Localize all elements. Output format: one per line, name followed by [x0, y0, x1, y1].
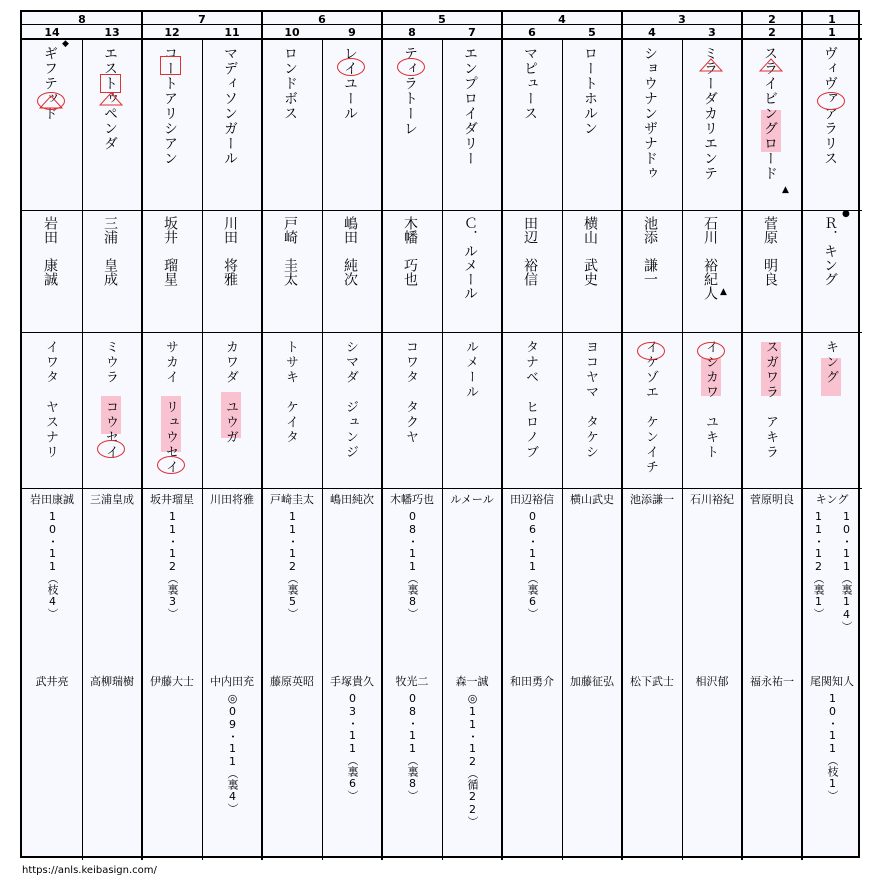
jockey-name[interactable]: 横山 武史 [582, 216, 598, 286]
record-jockey: 菅原明良 [750, 493, 794, 506]
record-trainer: 武井亮 [35, 675, 69, 688]
record-trainer-detail: 10・11（枝1） [826, 692, 839, 801]
circle-mark [817, 92, 845, 110]
record-jockey: 嶋田純次 [330, 493, 374, 506]
horse-name[interactable]: マピュース [522, 46, 538, 121]
waku-label: 2 [768, 13, 776, 26]
horse-name[interactable]: ミラーダカリエンテ [702, 46, 718, 181]
jockey-kana: イワタ ヤスナリ [43, 340, 58, 460]
box-mark [100, 74, 121, 93]
jockey-kana: シマダ ジュンジ [343, 340, 358, 460]
horse-number: 4 [648, 26, 656, 39]
jockey-name[interactable]: 岩田 康誠 [42, 216, 58, 286]
footer-url[interactable]: https://anls.keibasign.com/ [22, 865, 157, 876]
jockey-name[interactable]: 石川 裕紀人 [702, 216, 718, 300]
horse-number: 2 [768, 26, 776, 39]
vline [202, 38, 203, 860]
horse-name[interactable]: スライビングロード [762, 46, 778, 181]
record-trainer-detail: ◎11・12（循22） [466, 692, 479, 827]
waku-label: 6 [318, 13, 326, 26]
record-jockey-detail: 08・11（裏8） [406, 510, 419, 619]
jockey-kana: カワダ ユウガ [223, 340, 238, 445]
jockey-name[interactable]: 戸崎 圭太 [282, 216, 298, 286]
jockey-name[interactable]: 三浦 皇成 [102, 216, 118, 286]
jockey-kana: ミウラ コウセイ [103, 340, 118, 460]
jockey-name[interactable]: 田辺 裕信 [522, 216, 538, 286]
horse-number: 6 [528, 26, 536, 39]
jockey-kana: スガワラ アキラ [763, 340, 778, 460]
jockey-kana: イケゾエ ケンイチ [643, 340, 658, 475]
record-jockey: 田辺裕信 [510, 493, 554, 506]
diamond-marker-icon: ◆ [62, 39, 69, 49]
horse-number: 5 [588, 26, 596, 39]
record-jockey: キング [815, 493, 849, 506]
jockey-kana: サカイ リュウセイ [163, 340, 178, 475]
triangle-mark-icon [99, 92, 123, 106]
horse-name[interactable]: ロンドボス [282, 46, 298, 121]
record-trainer: 加藤征弘 [570, 675, 614, 688]
record-trainer-detail: 08・11（裏8） [406, 692, 419, 801]
jockey-kana: キング [823, 340, 838, 385]
record-trainer-detail: ◎09・11（裏4） [226, 692, 239, 814]
horse-name[interactable]: エンプロイダリー [462, 46, 478, 166]
circle-mark [397, 58, 425, 76]
record-jockey: 坂井瑠星 [150, 493, 194, 506]
jockey-kana: イシカワ ユキト [703, 340, 718, 460]
jockey-name[interactable]: 菅原 明良 [762, 216, 778, 286]
record-trainer: 森一誠 [455, 675, 489, 688]
waku-label: 3 [678, 13, 686, 26]
vline [621, 12, 623, 860]
horse-name[interactable]: レイユール [342, 46, 358, 121]
record-jockey-detail-2: 10・11（裏14） [840, 510, 853, 632]
record-jockey-detail: 11・12（裏3） [166, 510, 179, 619]
record-jockey: 岩田康誠 [30, 493, 74, 506]
record-jockey-detail: 11・12（裏1） [812, 510, 825, 619]
triangle-small-icon: ▲ [720, 287, 727, 297]
waku-label: 7 [198, 13, 206, 26]
record-trainer: 藤原英昭 [270, 675, 314, 688]
horse-name[interactable]: ヴィヴァアラリス [822, 46, 838, 166]
horse-number: 8 [408, 26, 416, 39]
horse-name[interactable]: ギフテッド [42, 46, 58, 121]
jockey-name[interactable]: 池添 謙一 [642, 216, 658, 286]
vline [801, 12, 803, 860]
record-jockey: ルメール [450, 493, 494, 506]
vline [501, 12, 503, 860]
vline [261, 12, 263, 860]
record-trainer: 手塚貴久 [330, 675, 374, 688]
horse-number: 10 [284, 26, 300, 39]
record-jockey-detail: 06・11（裏6） [526, 510, 539, 619]
jockey-name[interactable]: Ｃ．ルメール [462, 216, 478, 300]
vline [741, 12, 743, 860]
vline [381, 12, 383, 860]
record-trainer: 松下武士 [630, 675, 674, 688]
record-jockey-detail: 10・11（枝4） [46, 510, 59, 619]
jockey-name[interactable]: 坂井 瑠星 [162, 216, 178, 286]
record-trainer: 牧光二 [395, 675, 429, 688]
record-jockey-detail: 11・12（裏5） [286, 510, 299, 619]
vline [322, 38, 323, 860]
horse-name[interactable]: マディソンガール [222, 46, 238, 166]
jockey-kana: コワタ タクヤ [403, 340, 418, 445]
horse-name[interactable]: ティラトーレ [402, 46, 418, 136]
horse-number: 11 [224, 26, 240, 39]
horse-number: 13 [104, 26, 120, 39]
record-jockey: 池添謙一 [630, 493, 674, 506]
vline [442, 38, 443, 860]
horse-name[interactable]: ロートホルン [582, 46, 598, 136]
horse-name[interactable]: ショウナンザナドゥ [642, 46, 658, 181]
circle-mark [157, 456, 185, 474]
jockey-kana: ヨコヤマ タケシ [583, 340, 598, 460]
jockey-kana: トサキ ケイタ [283, 340, 298, 445]
record-trainer: 尾関知人 [810, 675, 854, 688]
jockey-name[interactable]: 木幡 巧也 [402, 216, 418, 286]
vline [562, 38, 563, 860]
circle-mark [637, 342, 665, 360]
triangle-mark-icon [699, 58, 723, 72]
record-trainer: 福永祐一 [750, 675, 794, 688]
horse-number: 12 [164, 26, 180, 39]
record-jockey: 横山武史 [570, 493, 614, 506]
vline [141, 12, 143, 860]
waku-label: 8 [78, 13, 86, 26]
record-jockey: 三浦皇成 [90, 493, 134, 506]
record-trainer-detail: 03・11（裏6） [346, 692, 359, 801]
jockey-name[interactable]: Ｒ．キング [822, 216, 838, 286]
record-jockey: 石川裕紀 [690, 493, 734, 506]
horse-name[interactable]: エストゥペンダ [102, 46, 118, 151]
record-jockey: 木幡巧也 [390, 493, 434, 506]
jockey-name[interactable]: 嶋田 純次 [342, 216, 358, 286]
jockey-kana: タナベ ヒロノブ [523, 340, 538, 460]
waku-label: 4 [558, 13, 566, 26]
horse-number: 1 [828, 26, 836, 39]
circle-mark [337, 58, 365, 76]
record-trainer: 和田勇介 [510, 675, 554, 688]
horse-card-sheet [20, 10, 860, 858]
record-trainer: 伊藤大士 [150, 675, 194, 688]
jockey-kana: ルメール [463, 340, 478, 400]
waku-label: 5 [438, 13, 446, 26]
jockey-name[interactable]: 川田 将雅 [222, 216, 238, 286]
circle-mark [697, 342, 725, 360]
triangle-small-icon: ▲ [782, 185, 789, 195]
box-mark [160, 56, 181, 75]
vline [682, 38, 683, 860]
circle-mark [97, 440, 125, 458]
record-trainer: 中内田充 [210, 675, 254, 688]
waku-label: 1 [828, 13, 836, 26]
horse-number: 3 [708, 26, 716, 39]
vline [82, 38, 83, 860]
record-jockey: 川田将雅 [210, 493, 254, 506]
horse-name[interactable]: コートアリシアン [162, 46, 178, 166]
record-trainer: 高柳瑞樹 [90, 675, 134, 688]
record-jockey: 戸崎圭太 [270, 493, 314, 506]
triangle-mark-icon [39, 95, 63, 109]
diamond-marker-icon: ● [842, 209, 850, 219]
horse-number: 14 [44, 26, 60, 39]
horse-number: 7 [468, 26, 476, 39]
triangle-mark-icon [759, 58, 783, 72]
horse-number: 9 [348, 26, 356, 39]
record-trainer: 相沢郁 [695, 675, 729, 688]
